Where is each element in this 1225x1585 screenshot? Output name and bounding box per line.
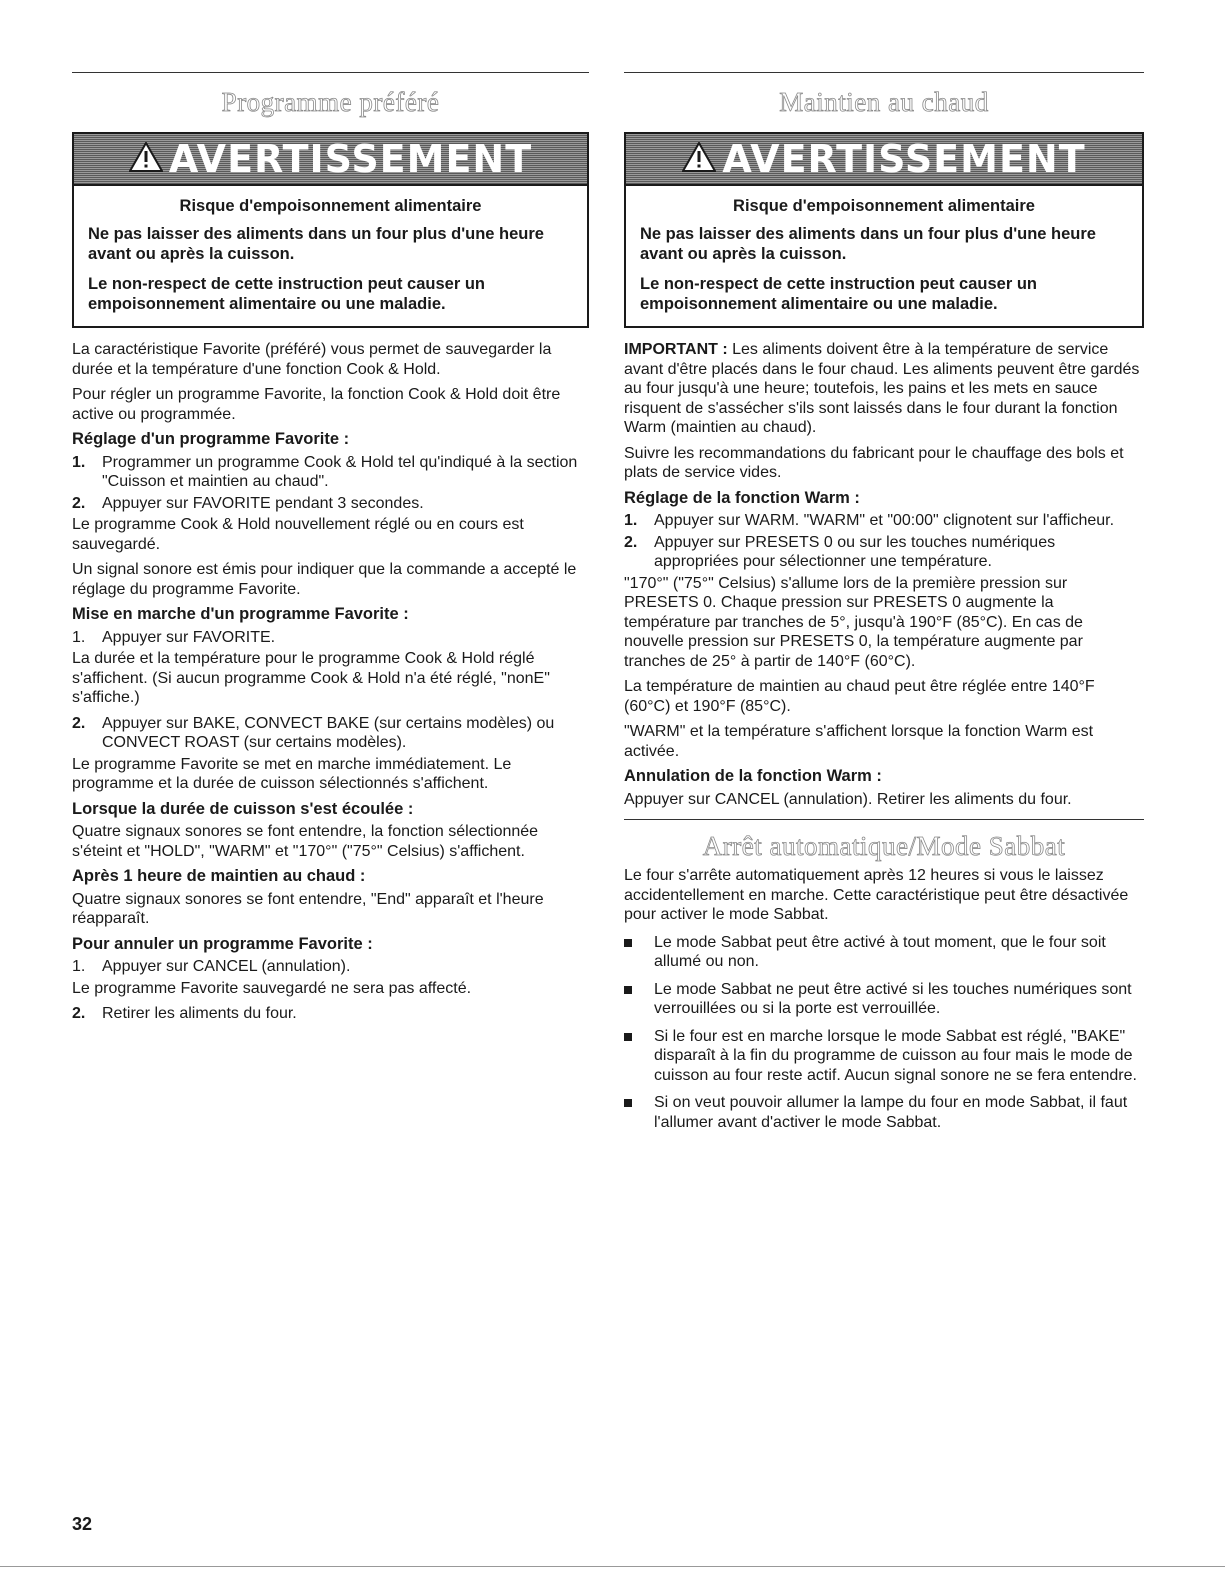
numbered-step: 2. Appuyer sur PRESETS 0 ou sur les touches numériques appropriées pour sélectionner une température.: [624, 533, 1056, 570]
subheading: Mise en marche d'un programme Favorite :: [72, 605, 409, 623]
top-rule: [72, 72, 589, 73]
step-detail: Un signal sonore est émis pour indiquer que la commande a accepté le réglage du programme Favorite.: [72, 561, 577, 598]
numbered-step: 1. Programmer un programme Cook & Hold tel qu'indiqué à la section "Cuisson et maintien au chaud".: [72, 453, 578, 490]
subheading: Réglage de la fonction Warm :: [624, 488, 860, 507]
list-item: Le mode Sabbat ne peut être activé si les touches numériques sont verrouillées ou si la porte est verrouillée.: [624, 980, 1144, 1019]
intro-paragraph: Pour régler un programme Favorite, la fonction Cook & Hold doit être active ou programmée.: [72, 386, 561, 423]
section-title: Maintien au chaud: [779, 87, 989, 117]
warning-box: [624, 132, 1144, 328]
list-item: Si le four est en marche lorsque le mode Sabbat est réglé, "BAKE" disparaît à la fin du programme de cuisson au four mais le mode de cuisson au four reste actif. Aucun signal sonore ne se fera entendre.: [624, 1027, 1144, 1086]
warning-instruction: Ne pas laisser des aliments dans un four plus d'une heure avant ou après la cuisson.: [88, 225, 544, 263]
subheading: Pour annuler un programme Favorite :: [72, 934, 373, 953]
page-number: 32: [72, 1514, 93, 1534]
important-paragraph: IMPORTANT : Les aliments doivent être à la température de service avant d'être placés dans le four chaud. Les aliments peuvent être gardés au four jusqu'à une heure; toutefois, les pains et les mets en sauce risquent de s'assécher s'ils sont laissés dans le four durant la fonction Warm (maintien au chaud).: [624, 341, 1140, 436]
top-rule: [624, 72, 1144, 73]
subheading: Réglage d'un programme Favorite :: [72, 430, 350, 448]
right-column: [624, 72, 1144, 1140]
warning-instruction: Ne pas laisser des aliments dans un four plus d'une heure avant ou après la cuisson.: [640, 225, 1096, 263]
paragraph: Appuyer sur CANCEL (annulation). Retirer les aliments du four.: [624, 790, 1072, 808]
warning-consequence: Le non-respect de cette instruction peut causer un empoisonnement alimentaire ou une maladie.: [640, 275, 1037, 313]
subheading: Annulation de la fonction Warm :: [624, 767, 882, 785]
warning-consequence: Le non-respect de cette instruction peut causer un empoisonnement alimentaire ou une maladie.: [88, 275, 485, 313]
numbered-step: 2. Appuyer sur FAVORITE pendant 3 secondes.: [72, 494, 424, 512]
bullet-icon: [624, 1033, 632, 1041]
bullet-icon: [624, 1099, 632, 1107]
step-detail: La durée et la température pour le programme Cook & Hold réglé s'affichent. (Si aucun programme Cook & Hold n'a été réglé, "nonE" s'affiche.): [72, 650, 550, 706]
warning-header: [626, 134, 1142, 186]
step-detail: "170°" ("75°" Celsius) s'allume lors de la première pression sur PRESETS 0. Chaque pression sur PRESETS 0 augmente la température par tranches de 5°, jusqu'à 190°F (85°C). En cas de nouvelle pression sur PRESETS 0, la température augmente par tranches de 25° à partir de 140°F (60°C).: [624, 574, 1083, 670]
step-detail: La température de maintien au chaud peut être réglée entre 140°F (60°C) et 190°F (85°C).: [624, 678, 1095, 715]
warning-word: AVERTISSEMENT: [722, 137, 1086, 181]
step-detail: Le programme Favorite sauvegardé ne sera pas affecté.: [72, 979, 472, 997]
left-column: [72, 72, 589, 1026]
step-detail: Le programme Favorite se met en marche immédiatement. Le programme et la durée de cuisson sélectionnés s'affichent.: [72, 755, 512, 792]
list-item: Si on veut pouvoir allumer la lampe du four en mode Sabbat, il faut l'allumer avant d'activer le mode Sabbat.: [624, 1093, 1144, 1132]
bottom-rule: [0, 1566, 1225, 1567]
numbered-step: 1. Appuyer sur WARM. "WARM" et "00:00" clignotent sur l'afficheur.: [624, 512, 1115, 529]
warning-word: AVERTISSEMENT: [168, 137, 533, 181]
warning-hazard: Risque d'empoisonnement alimentaire: [733, 197, 1035, 215]
section-rule: [624, 819, 1144, 820]
numbered-step: 1. Appuyer sur FAVORITE.: [72, 628, 276, 646]
paragraph: Le four s'arrête automatiquement après 12 heures si vous le laissez accidentellement en marche. Cette caractéristique peut être désactivée pour activer le mode Sabbat.: [624, 867, 1129, 923]
numbered-step: 2. Appuyer sur BAKE, CONVECT BAKE (sur certains modèles) ou CONVECT ROAST (sur certains modèles).: [72, 714, 555, 751]
warning-hazard: Risque d'empoisonnement alimentaire: [179, 197, 482, 215]
bullet-icon: [624, 939, 632, 947]
section-title: Programme préféré: [221, 87, 440, 117]
paragraph: "WARM" et la température s'affichent lorsque la fonction Warm est activée.: [624, 723, 1094, 760]
list-item: Le mode Sabbat peut être activé à tout moment, que le four soit allumé ou non.: [624, 933, 1144, 972]
numbered-step: 1. Appuyer sur CANCEL (annulation).: [72, 958, 351, 975]
paragraph: Quatre signaux sonores se font entendre, "End" apparaît et l'heure réapparaît.: [72, 890, 544, 927]
subheading: Après 1 heure de maintien au chaud :: [72, 867, 366, 885]
section-title: Arrêt automatique/Mode Sabbat: [702, 831, 1066, 861]
paragraph: Suivre les recommandations du fabricant pour le chauffage des bols et plats de service vides.: [624, 444, 1124, 481]
subheading: Lorsque la durée de cuisson s'est écoulée :: [72, 799, 414, 818]
warning-triangle-icon: [129, 137, 163, 181]
step-detail: Le programme Cook & Hold nouvellement réglé ou en cours est sauvegardé.: [72, 516, 524, 553]
paragraph: Quatre signaux sonores se font entendre, la fonction sélectionnée s'éteint et "HOLD", "WARM" et "170°" ("75°" Celsius) s'affichent.: [72, 823, 539, 860]
warning-header: [74, 134, 587, 186]
numbered-step: 2. Retirer les aliments du four.: [72, 1005, 297, 1022]
important-label: IMPORTANT :: [624, 341, 728, 358]
intro-paragraph: La caractéristique Favorite (préféré) vous permet de sauvegarder la durée et la température d'une fonction Cook & Hold.: [72, 341, 552, 378]
warning-triangle-icon: [682, 137, 716, 181]
bullet-icon: [624, 986, 632, 994]
warning-box: [72, 132, 589, 328]
